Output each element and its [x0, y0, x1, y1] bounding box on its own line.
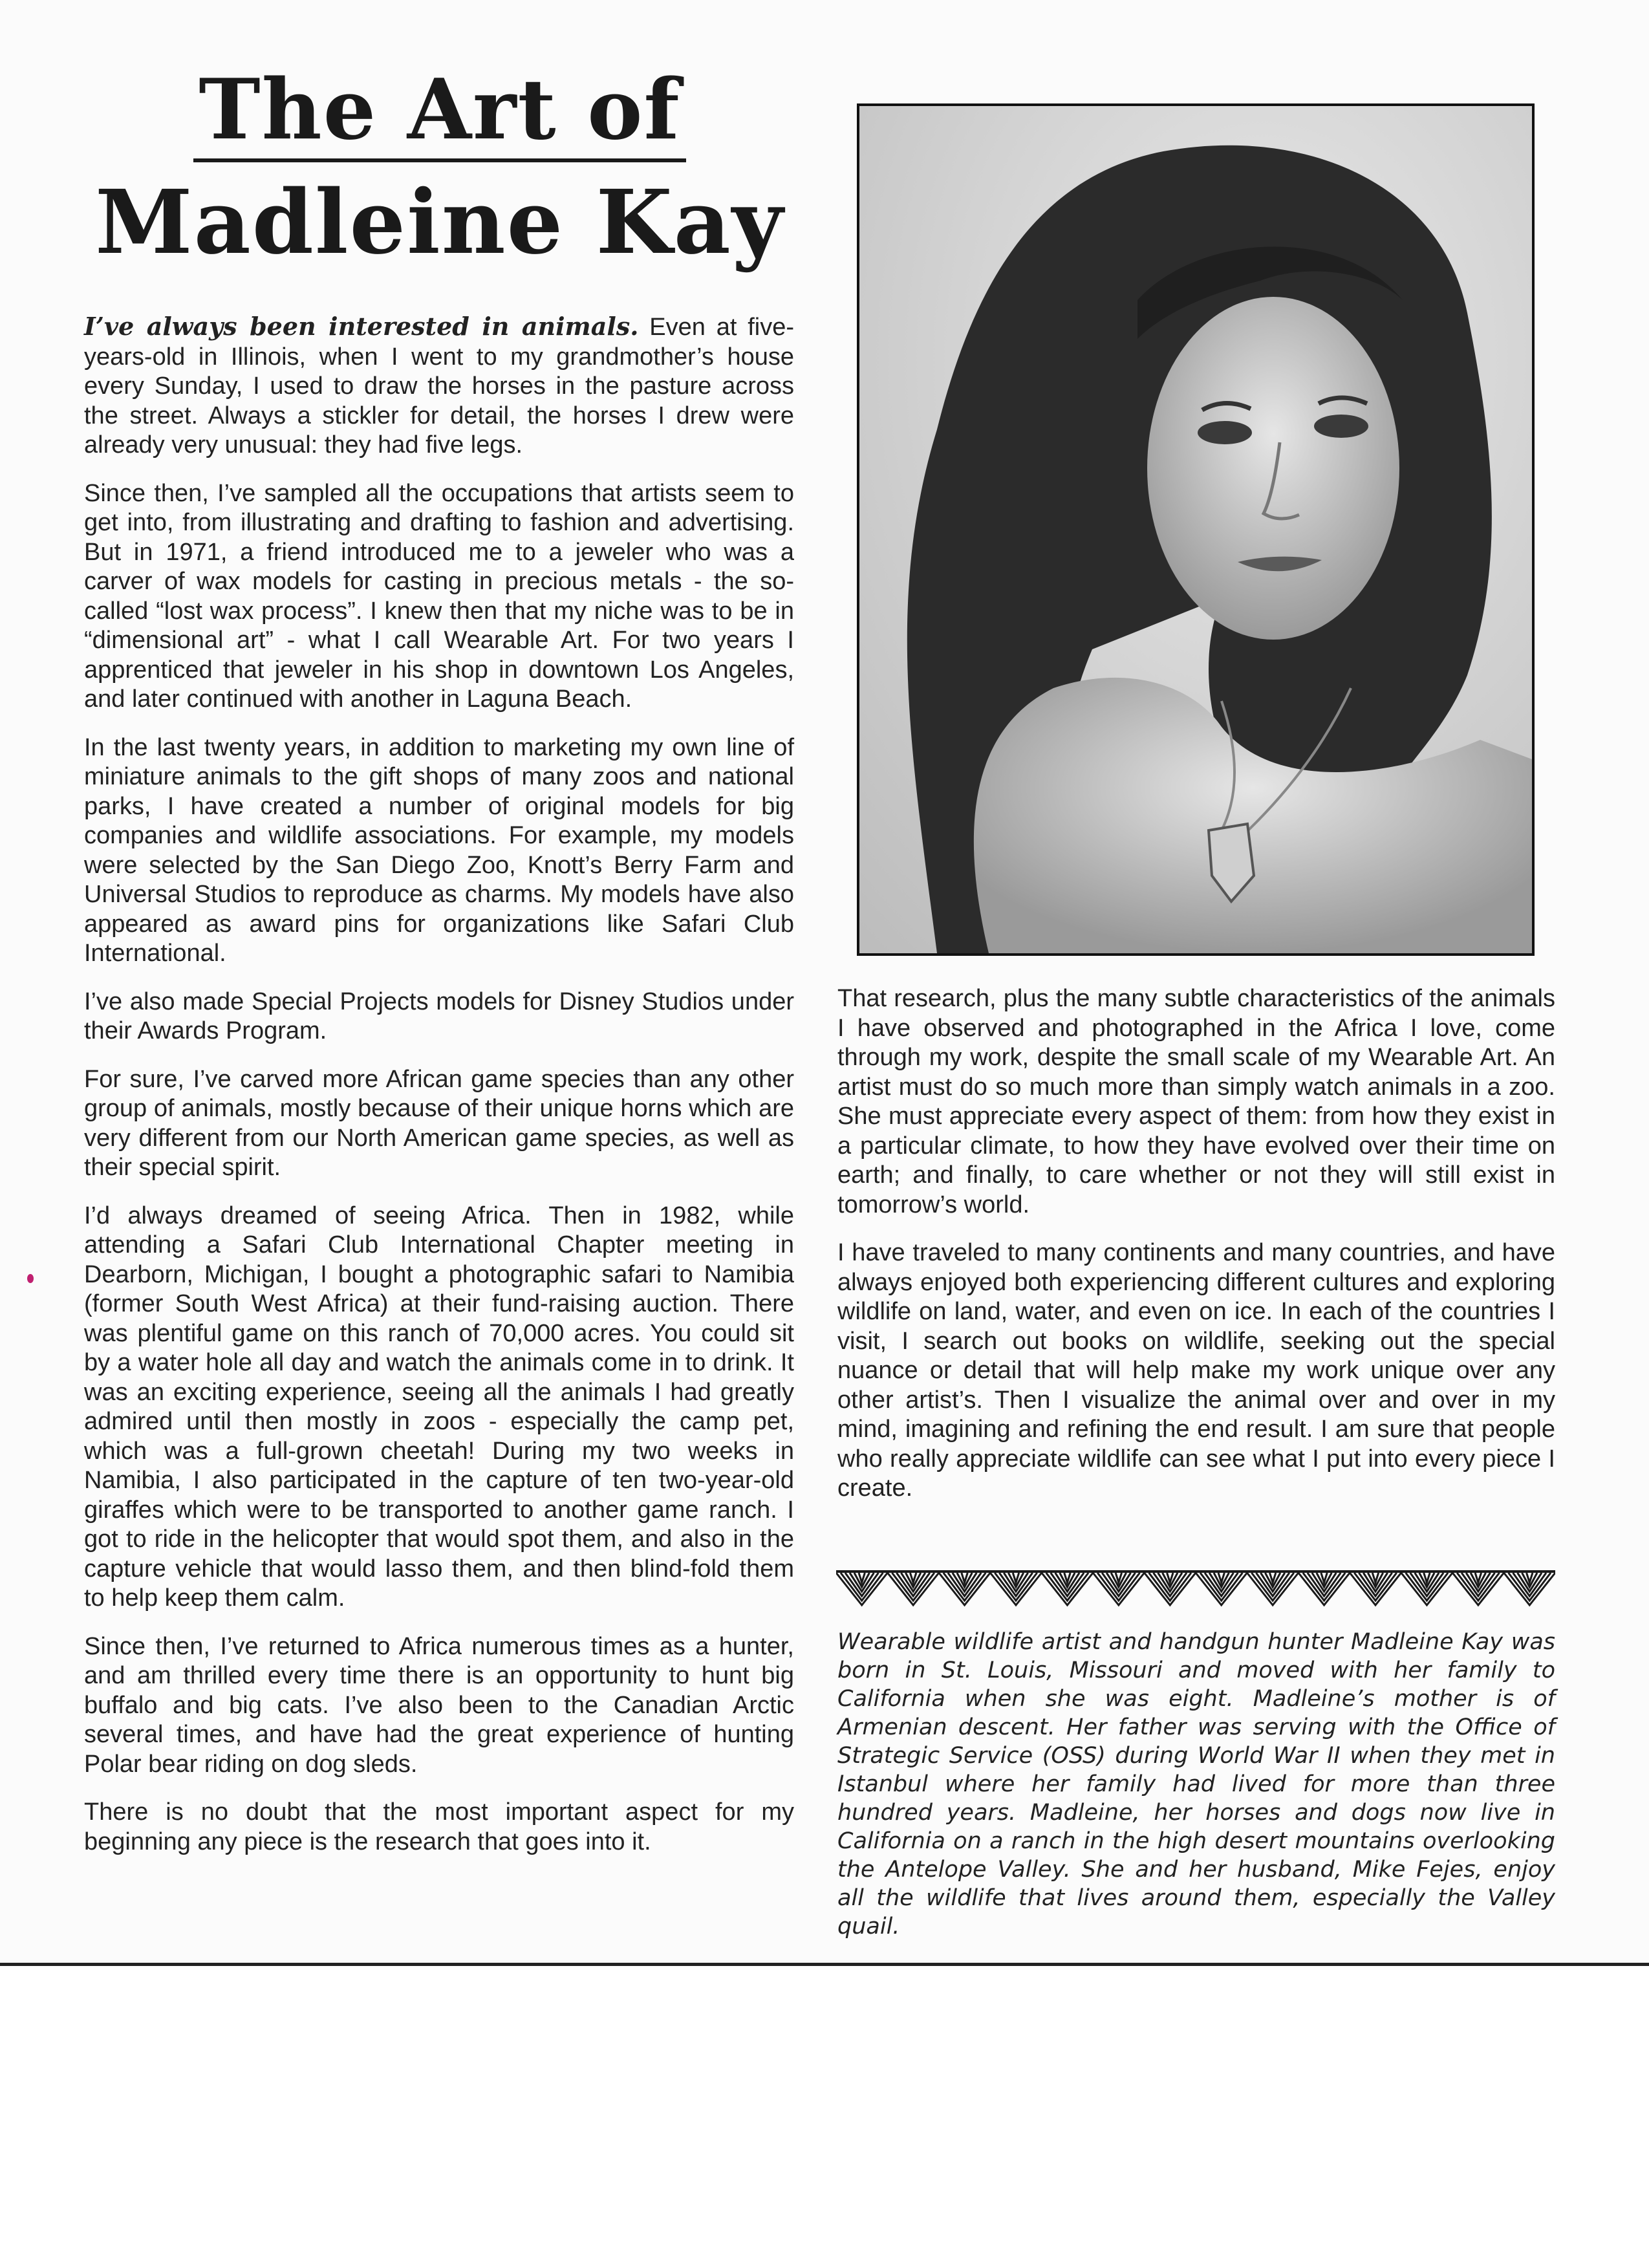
lead-sentence: I’ve always been interested in animals.: [84, 312, 639, 341]
scan-mark: [27, 1274, 34, 1283]
scan-margin: [0, 1966, 1649, 2268]
paragraph-1-text: Even at five-years-old in Illinois, when I went to my grandmother’s house every Sunday, I used to draw the horses in the pasture across the street. Always a stickler for detail, the horses I drew were already very unusual: they had five legs.: [84, 314, 794, 459]
paragraph-4: I’ve also made Special Projects models for Disney Studios under their Awards Program.: [84, 988, 794, 1044]
paragraph-1: [84, 312, 794, 460]
paragraph-3: In the last twenty years, in addition to marketing my own line of miniature animals to the gift shops of many zoos and national parks, I have created a number of original models for big companies and wildlife associations. For example, my models were selected by the San Diego Zoo, Knott’s Berry Farm and Universal Studios to reproduce as charms. My models have also appeared as award pins for organizations like Safari Club International.: [84, 733, 794, 967]
paragraph-6: I’d always dreamed of seeing Africa. Then in 1982, while attending a Safari Club International Chapter meeting in Dearborn, Michigan, I bought a photographic safari to Namibia (former South West Africa) at their fund-raising auction. There was plentiful game on this ranch of 70,000 acres. You could sit by a water hole all day and watch the animals come in to drink. It was an exciting experience, seeing all the animals I had greatly admired until then mostly in zoos - especially the camp pet, which was a full-grown cheetah! During my two weeks in Namibia, I also participated in the capture of ten two-year-old giraffes which were to be transported to another game ranch. I got to ride in the helicopter that would spot them, and also in the capture vehicle that would lasso them, and then blind-fold them to help keep them calm.: [84, 1202, 794, 1612]
author-bio: Wearable wildlife artist and handgun hunter Madleine Kay was born in St. Louis, Missouri and moved with her family to California when she was eight. Madleine’s mother is of Armenian descent. Her father was serving with the Office of Strategic Service (OSS) during World War II when they met in Istanbul where her family had lived for more than three hundred years. Madleine, her horses and dogs now live in California on a ranch in the high desert mountains overlooking the Antelope Valley. She and her husband, Mike Fejes, enjoy all the wildlife that lives around them, especially the Valley quail.: [837, 1629, 1555, 1939]
paragraph-9: That research, plus the many subtle characteristics of the animals I have observed and photographed in the Africa I love, come through my work, despite the small scale of my Wearable Art. An artist must do so much more than simply watch animals in a zoo. She must appreciate every aspect of them: from how they exist in a particular climate, to how they have evolved over their time on earth; and finally, to care whether or not they will still exist in tomorrow’s world.: [837, 985, 1555, 1218]
paragraph-10: I have traveled to many continents and many countries, and have always enjoyed both experiencing different cultures and exploring wildlife on land, water, and even on ice. In each of the countries I visit, I search out books on wildlife, seeking out the special nuance or detail that will help make my work unique over any other artist’s. Then I visualize the animal over and over in my mind, imagining and refining the end result. I am sure that people who really appreciate wildlife can see what I put into every piece I create.: [837, 1239, 1555, 1502]
portrait-photo: [857, 103, 1535, 956]
portrait-image: [859, 106, 1532, 953]
paragraph-8: There is no doubt that the most important aspect for my beginning any piece is the research that goes into it.: [84, 1798, 794, 1855]
paragraph-7: Since then, I’ve returned to Africa numerous times as a hunter, and am thrilled every time there is an opportunity to hunt big buffalo and big cats. I’ve also been to the Canadian Arctic several times, and have had the great experience of hunting Polar bear riding on dog sleds.: [84, 1632, 794, 1778]
left-column: [84, 312, 794, 1875]
article-title: [84, 61, 795, 277]
paragraph-5: For sure, I’ve carved more African game species than any other group of animals, mostly because of their unique horns which are very different from our North American game species, as well as their special spirit.: [84, 1065, 794, 1181]
right-column: [837, 984, 1555, 1522]
paragraph-2: Since then, I’ve sampled all the occupations that artists seem to get into, from illustrating and drafting to fashion and advertising. But in 1971, a friend introduced me to a jeweler who was a carver of wax models for casting in precious metals - the so-called “lost wax process”. I knew then that my niche was to be in “dimensional art” - what I call Wearable Art. For two years I apprenticed that jeweler in his shop in downtown Los Angeles, and later continued with another in Laguna Beach.: [84, 479, 794, 713]
title-line-1: The Art of: [193, 61, 685, 162]
zigzag-divider: [836, 1570, 1555, 1608]
title-line-2: Madleine Kay: [95, 171, 784, 274]
